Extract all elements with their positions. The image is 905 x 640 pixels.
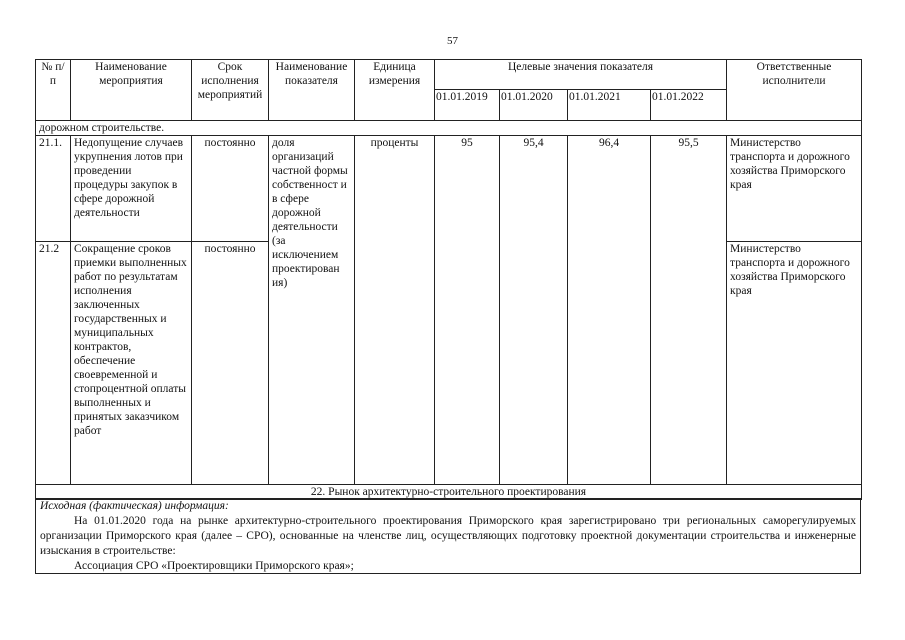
- row-num: 21.2: [36, 242, 71, 485]
- info-block: [35, 498, 861, 574]
- continuation-text: дорожном строительстве.: [36, 121, 862, 136]
- header-date: 01.01.2022: [651, 90, 727, 121]
- header-responsible: Ответственные исполнители: [727, 60, 862, 121]
- row-term: постоянно: [192, 136, 269, 242]
- row-responsible: Министерство транспорта и дорожного хозяйства Приморского края: [727, 136, 862, 242]
- header-date: 01.01.2019: [435, 90, 500, 121]
- row-value: 95,4: [500, 136, 568, 485]
- info-item: Ассоциация СРО «Проектировщики Приморского края»;: [74, 560, 354, 572]
- row-term: постоянно: [192, 242, 269, 485]
- info-label: Исходная (фактическая) информация:: [40, 500, 229, 512]
- section-title: 22. Рынок архитектурно-строительного проектирования: [36, 485, 862, 500]
- row-num: 21.1.: [36, 136, 71, 242]
- info-paragraph: На 01.01.2020 года на рынке архитектурно-строительного проектирования Приморского края зарегистрировано три региональных саморегулируемых организации Приморского края (далее – СРО), основанные на членстве лиц, осуществляющих подготовку проектной документации строительства и инженерные изыскания в строительстве:: [40, 515, 856, 557]
- header-unit: Единица измерения: [355, 60, 435, 121]
- header-date: 01.01.2021: [568, 90, 651, 121]
- header-name: Наименование мероприятия: [71, 60, 192, 121]
- page-number: 57: [447, 35, 458, 47]
- header-term: Срок исполнения мероприятий: [192, 60, 269, 121]
- header-target: Целевые значения показателя: [435, 60, 727, 90]
- header-date: 01.01.2020: [500, 90, 568, 121]
- row-indicator: доля организаций частной формы собственност и в сфере дорожной деятельности (за исключением проектирован ия): [269, 136, 355, 485]
- row-responsible: Министерство транспорта и дорожного хозяйства Приморского края: [727, 242, 862, 485]
- header-indicator: Наименование показателя: [269, 60, 355, 121]
- header-num: № п/п: [36, 60, 71, 121]
- row-unit: проценты: [355, 136, 435, 485]
- row-value: 95,5: [651, 136, 727, 485]
- row-value: 96,4: [568, 136, 651, 485]
- measures-table: [35, 59, 862, 500]
- table-row: [36, 136, 862, 242]
- row-name: Недопущение случаев укрупнения лотов при проведении процедуры закупок в сфере дорожной деятельности: [71, 136, 192, 242]
- row-value: 95: [435, 136, 500, 485]
- row-name: Сокращение сроков приемки выполненных работ по результатам исполнения заключенных государственных и муниципальных контрактов, обеспечение своевременной и стопроцентной оплаты выполненных и принятых заказчиком работ: [71, 242, 192, 485]
